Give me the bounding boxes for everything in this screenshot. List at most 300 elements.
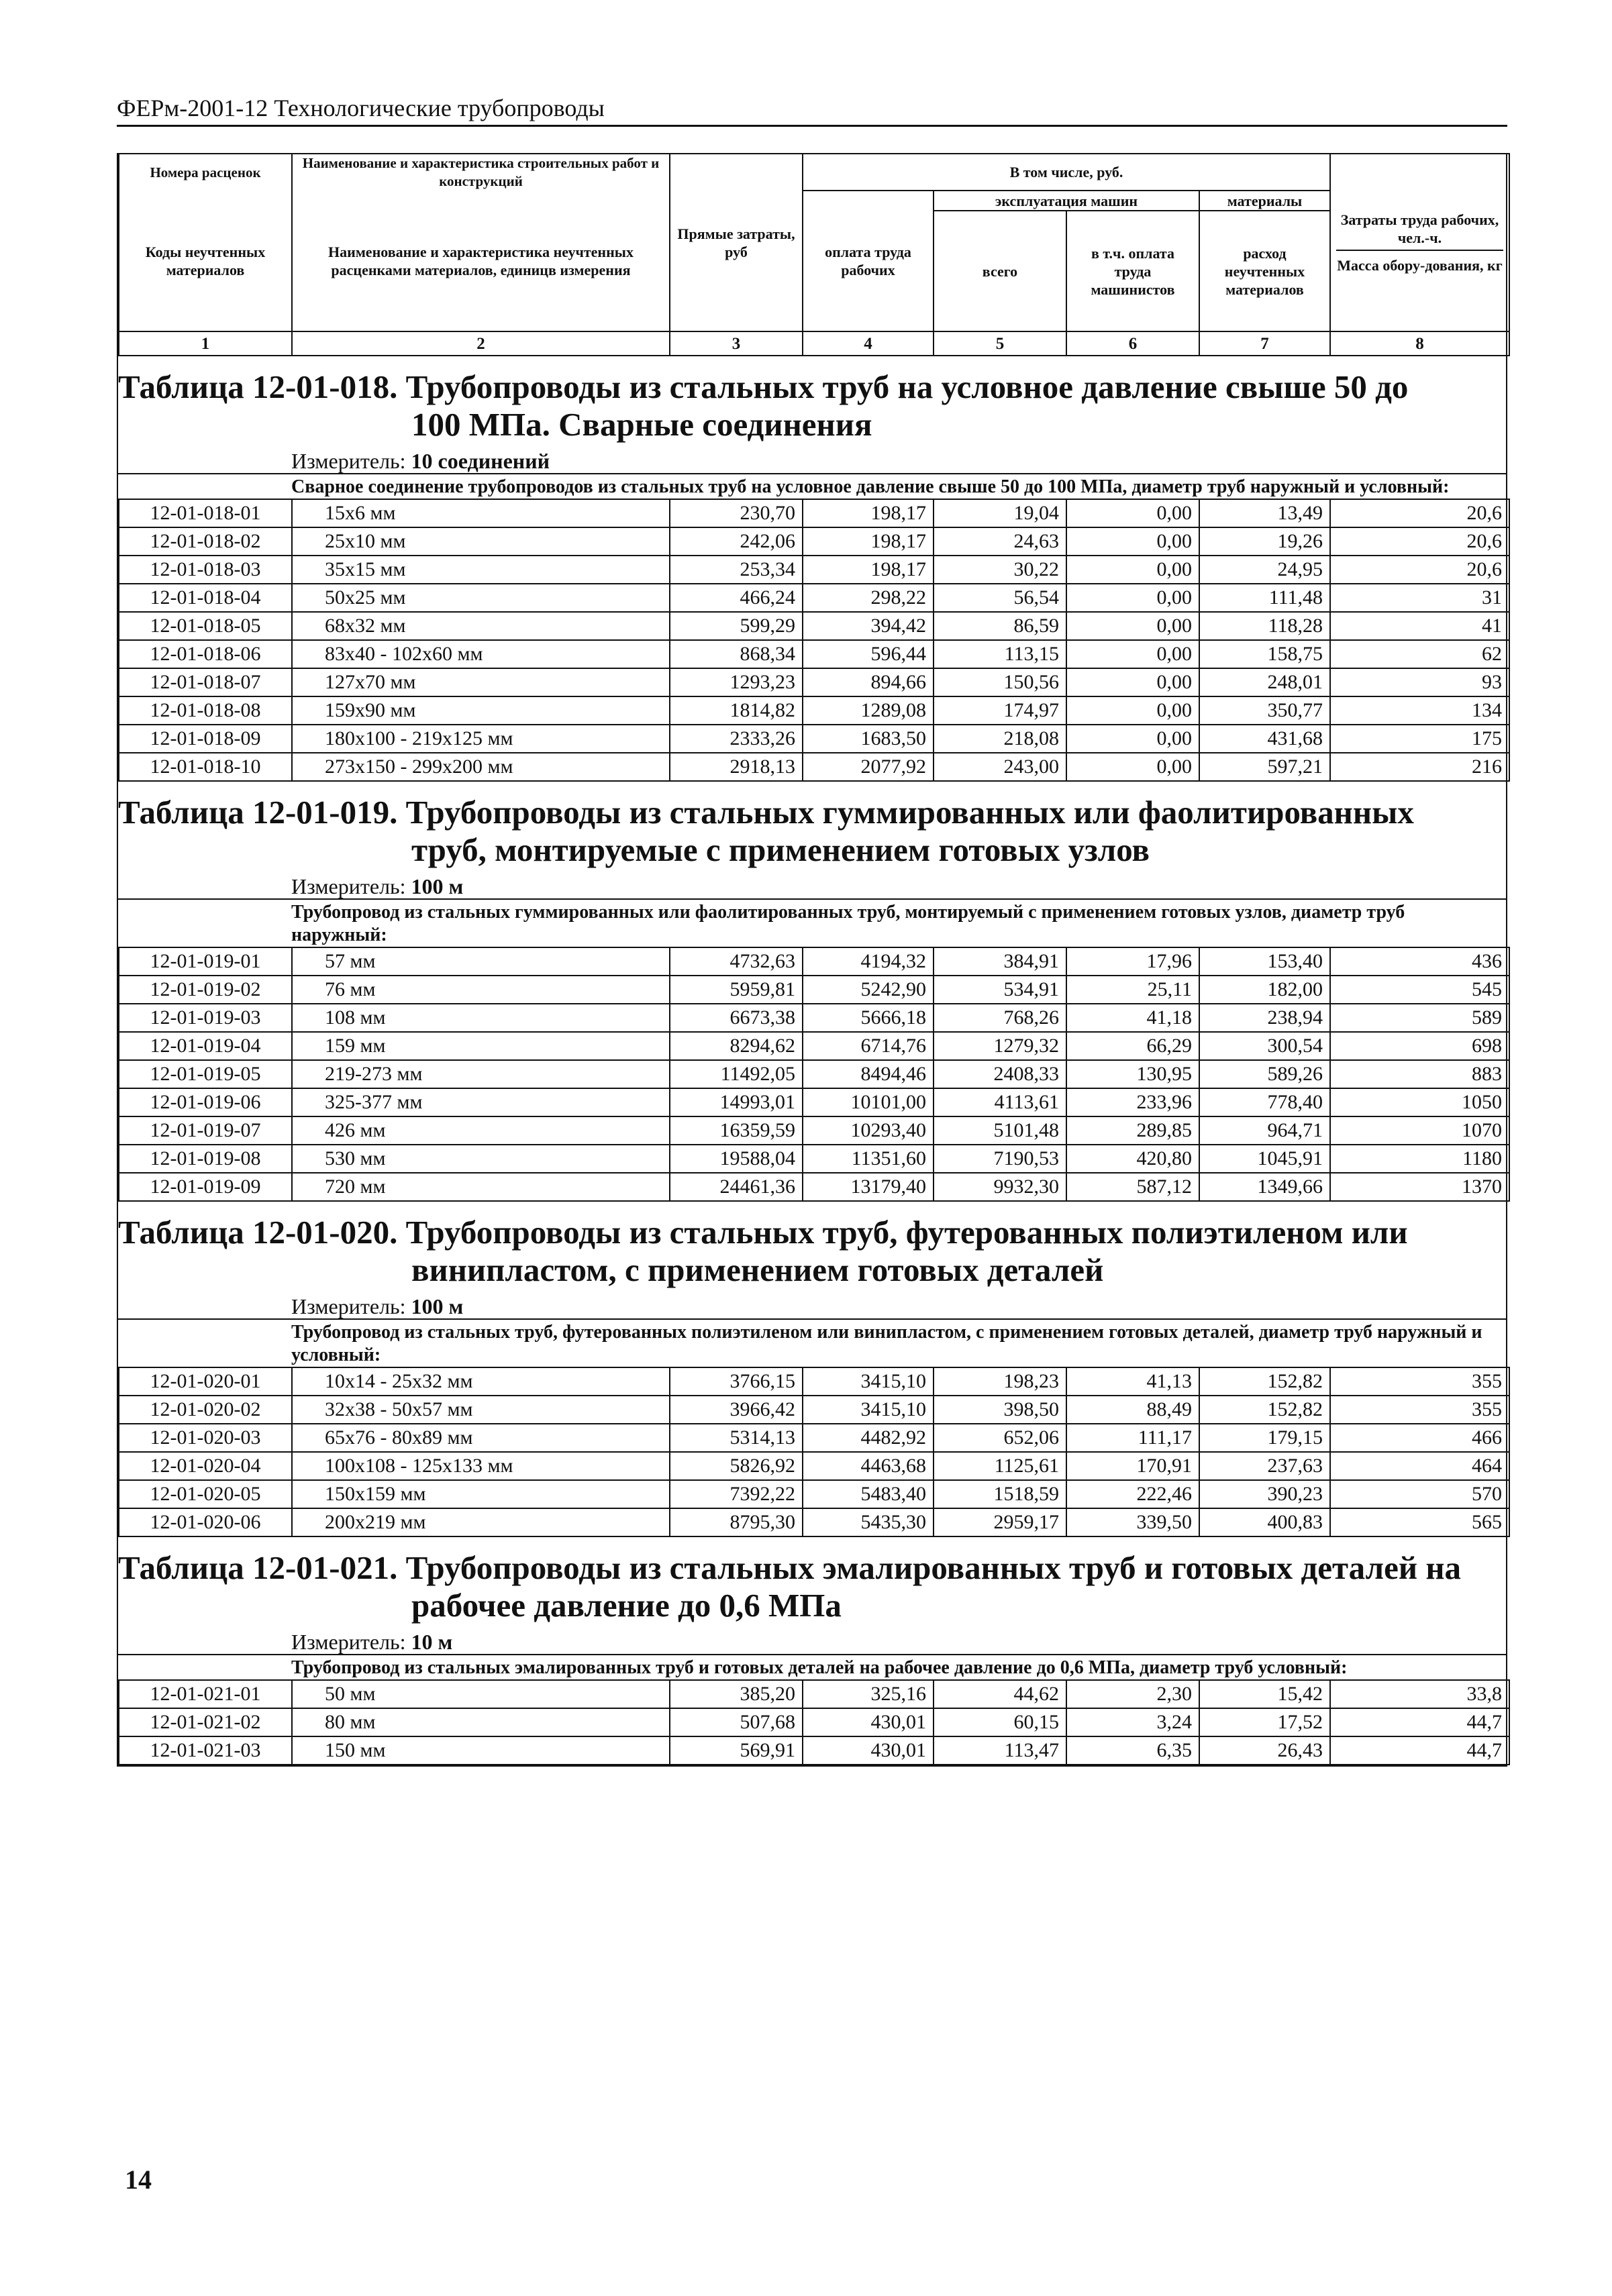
rate-value: 237,63 (1199, 1452, 1330, 1480)
rate-name: 108 мм (292, 1004, 670, 1032)
rate-name: 200х219 мм (292, 1508, 670, 1536)
rate-value: 118,28 (1199, 612, 1330, 640)
rate-name: 15х6 мм (292, 499, 670, 527)
rate-name: 159х90 мм (292, 696, 670, 725)
table-row (119, 1060, 1509, 1088)
rate-value: 222,46 (1066, 1480, 1199, 1508)
rate-name: 426 мм (292, 1116, 670, 1145)
table-row (119, 1116, 1509, 1145)
rate-value: 652,06 (934, 1424, 1066, 1452)
rate-value: 5435,30 (803, 1508, 934, 1536)
rate-code: 12-01-018-02 (119, 527, 292, 556)
rate-value: 596,44 (803, 640, 934, 668)
rate-name: 10х14 - 25х32 мм (292, 1367, 670, 1396)
materials-header: материалы (1199, 191, 1330, 211)
rate-value: 894,66 (803, 668, 934, 696)
table-row (119, 1424, 1509, 1452)
rate-name: 180х100 - 219х125 мм (292, 725, 670, 753)
rate-value: 17,96 (1066, 947, 1199, 976)
rate-value: 1050 (1330, 1088, 1509, 1116)
rate-code: 12-01-020-01 (119, 1367, 292, 1396)
table-row (119, 499, 1509, 527)
rate-value: 400,83 (1199, 1508, 1330, 1536)
rate-name: 100х108 - 125х133 мм (292, 1452, 670, 1480)
table-row (119, 1367, 1509, 1396)
unit-label: Измеритель: (291, 1294, 406, 1318)
rate-value: 778,40 (1199, 1088, 1330, 1116)
rate-value: 33,8 (1330, 1680, 1509, 1708)
rate-value: 507,68 (670, 1708, 803, 1736)
rate-value: 62 (1330, 640, 1509, 668)
rate-value: 570 (1330, 1480, 1509, 1508)
rate-value: 10293,40 (803, 1116, 934, 1145)
column-number-4: 4 (803, 331, 934, 356)
work-description: Трубопровод из стальных гуммированных или фаолитированных труб, монтируемый с применением готовых узлов, диаметр труб наружный: (291, 902, 1405, 945)
rate-code: 12-01-019-02 (119, 976, 292, 1004)
rate-value: 464 (1330, 1452, 1509, 1480)
rate-value: 60,15 (934, 1708, 1066, 1736)
unit-of-measure (118, 1628, 1506, 1655)
rate-value: 0,00 (1066, 499, 1199, 527)
table-row (119, 1736, 1509, 1765)
unit-of-measure (118, 873, 1506, 900)
rate-value: 1180 (1330, 1145, 1509, 1173)
rate-value: 2,30 (1066, 1680, 1199, 1708)
unit-value: 100 м (411, 874, 464, 898)
rate-value: 152,82 (1199, 1367, 1330, 1396)
rate-value: 26,43 (1199, 1736, 1330, 1765)
rate-value: 4463,68 (803, 1452, 934, 1480)
rate-code: 12-01-020-05 (119, 1480, 292, 1508)
table-row (119, 1173, 1509, 1201)
rate-name: 83х40 - 102х60 мм (292, 640, 670, 668)
rate-value: 248,01 (1199, 668, 1330, 696)
rate-value: 0,00 (1066, 556, 1199, 584)
rate-value: 1683,50 (803, 725, 934, 753)
rate-value: 134 (1330, 696, 1509, 725)
rate-name: 159 мм (292, 1032, 670, 1060)
table-title-line2: труб, монтируемые с применением готовых узлов (411, 831, 1150, 868)
work-description: Трубопровод из стальных эмалированных труб и готовых деталей на рабочее давление до 0,6 МПа, диаметр труб условный: (291, 1657, 1348, 1678)
rate-value: 436 (1330, 947, 1509, 976)
rate-name: 150 мм (292, 1736, 670, 1765)
col8-header (1330, 154, 1509, 331)
tables-container (118, 356, 1506, 1765)
col8-top: Затраты труда рабочих, чел.-ч. (1336, 211, 1503, 251)
rate-name: 35х15 мм (292, 556, 670, 584)
table-title-line1: Таблица 12-01-018. Трубопроводы из стальных труб на условное давление свыше 50 до (118, 368, 1409, 405)
table-row (119, 753, 1509, 781)
table-row (119, 527, 1509, 556)
rate-code: 12-01-018-08 (119, 696, 292, 725)
rate-value: 30,22 (934, 556, 1066, 584)
table-row (119, 976, 1509, 1004)
rate-value: 153,40 (1199, 947, 1330, 976)
rate-value: 430,01 (803, 1736, 934, 1765)
col7-header: расход неучтенных материалов (1199, 211, 1330, 331)
rate-name: 25х10 мм (292, 527, 670, 556)
rate-value: 385,20 (670, 1680, 803, 1708)
table-row (119, 612, 1509, 640)
rate-value: 599,29 (670, 612, 803, 640)
rate-value: 170,91 (1066, 1452, 1199, 1480)
rate-value: 0,00 (1066, 696, 1199, 725)
rate-value: 300,54 (1199, 1032, 1330, 1060)
rates-table (118, 947, 1510, 1202)
rate-value: 19,26 (1199, 527, 1330, 556)
column-number-8: 8 (1330, 331, 1509, 356)
col5-header: всего (934, 211, 1066, 331)
rate-value: 2333,26 (670, 725, 803, 753)
rate-value: 253,34 (670, 556, 803, 584)
rate-value: 394,42 (803, 612, 934, 640)
rate-value: 565 (1330, 1508, 1509, 1536)
rate-value: 5826,92 (670, 1452, 803, 1480)
rate-value: 3415,10 (803, 1367, 934, 1396)
rate-value: 3415,10 (803, 1396, 934, 1424)
rate-name: 76 мм (292, 976, 670, 1004)
rate-value: 298,22 (803, 584, 934, 612)
rate-name: 530 мм (292, 1145, 670, 1173)
rate-value: 569,91 (670, 1736, 803, 1765)
work-description: Трубопровод из стальных труб, футерованных полиэтиленом или винипластом, с применением готовых деталей, диаметр труб наружный и условный: (291, 1322, 1482, 1365)
rate-value: 88,49 (1066, 1396, 1199, 1424)
rate-value: 233,96 (1066, 1088, 1199, 1116)
rate-value: 174,97 (934, 696, 1066, 725)
rate-value: 198,17 (803, 499, 934, 527)
rate-value: 1518,59 (934, 1480, 1066, 1508)
rate-value: 198,17 (803, 556, 934, 584)
rate-value: 25,11 (1066, 976, 1199, 1004)
rate-code: 12-01-021-03 (119, 1736, 292, 1765)
rate-value: 420,80 (1066, 1145, 1199, 1173)
rate-value: 1349,66 (1199, 1173, 1330, 1201)
column-number-row (119, 331, 1509, 356)
table-row (119, 1680, 1509, 1708)
rate-value: 5666,18 (803, 1004, 934, 1032)
rate-value: 8494,46 (803, 1060, 934, 1088)
rate-value: 3,24 (1066, 1708, 1199, 1736)
rate-value: 158,75 (1199, 640, 1330, 668)
norm-table-section (118, 1537, 1506, 1765)
rate-value: 17,52 (1199, 1708, 1330, 1736)
rate-value: 768,26 (934, 1004, 1066, 1032)
rate-value: 4732,63 (670, 947, 803, 976)
table-row (119, 1004, 1509, 1032)
rate-value: 8795,30 (670, 1508, 803, 1536)
rate-value: 20,6 (1330, 499, 1509, 527)
rate-value: 868,34 (670, 640, 803, 668)
rate-value: 182,00 (1199, 976, 1330, 1004)
rate-code: 12-01-018-03 (119, 556, 292, 584)
rate-code: 12-01-018-06 (119, 640, 292, 668)
rate-value: 66,29 (1066, 1032, 1199, 1060)
unit-label: Измеритель: (291, 874, 406, 898)
rate-name: 50х25 мм (292, 584, 670, 612)
rate-value: 130,95 (1066, 1060, 1199, 1088)
rate-name: 150х159 мм (292, 1480, 670, 1508)
rate-value: 1370 (1330, 1173, 1509, 1201)
machines-header: эксплуатация машин (934, 191, 1199, 211)
table-title-line1: Таблица 12-01-021. Трубопроводы из стальных эмалированных труб и готовых деталей на (118, 1549, 1462, 1586)
rate-code: 12-01-021-01 (119, 1680, 292, 1708)
rate-value: 2077,92 (803, 753, 934, 781)
rate-name: 273х150 - 299х200 мм (292, 753, 670, 781)
rate-value: 242,06 (670, 527, 803, 556)
rate-value: 238,94 (1199, 1004, 1330, 1032)
rate-value: 113,47 (934, 1736, 1066, 1765)
rate-value: 390,23 (1199, 1480, 1330, 1508)
rate-value: 5242,90 (803, 976, 934, 1004)
rate-code: 12-01-018-01 (119, 499, 292, 527)
column-number-7: 7 (1199, 331, 1330, 356)
rate-value: 24,95 (1199, 556, 1330, 584)
rate-value: 5959,81 (670, 976, 803, 1004)
rate-code: 12-01-021-02 (119, 1708, 292, 1736)
rate-value: 41,13 (1066, 1367, 1199, 1396)
table-row (119, 556, 1509, 584)
unit-value: 10 м (411, 1630, 453, 1654)
rate-name: 32х38 - 50х57 мм (292, 1396, 670, 1424)
table-title-line1: Таблица 12-01-020. Трубопроводы из стальных труб, футерованных полиэтиленом или (118, 1214, 1408, 1251)
rate-name: 80 мм (292, 1708, 670, 1736)
rate-code: 12-01-019-08 (119, 1145, 292, 1173)
rate-name: 68х32 мм (292, 612, 670, 640)
rate-value: 8294,62 (670, 1032, 803, 1060)
rate-value: 111,48 (1199, 584, 1330, 612)
norm-table-section (118, 1202, 1506, 1537)
rate-code: 12-01-018-07 (119, 668, 292, 696)
rate-code: 12-01-019-03 (119, 1004, 292, 1032)
rate-value: 11492,05 (670, 1060, 803, 1088)
rate-value: 19588,04 (670, 1145, 803, 1173)
rate-value: 41,18 (1066, 1004, 1199, 1032)
rates-table (118, 1679, 1510, 1765)
rate-value: 289,85 (1066, 1116, 1199, 1145)
rate-value: 14993,01 (670, 1088, 803, 1116)
rate-value: 7392,22 (670, 1480, 803, 1508)
page-number: 14 (125, 2164, 152, 2195)
rate-value: 339,50 (1066, 1508, 1199, 1536)
rate-value: 1070 (1330, 1116, 1509, 1145)
col2-bottom: Наименование и характеристика неучтенных расценками материалов, единицв измерения (292, 191, 670, 331)
rate-code: 12-01-018-05 (119, 612, 292, 640)
unit-label: Измеритель: (291, 449, 406, 473)
table-title-line2: винипластом, с применением готовых деталей (411, 1251, 1104, 1288)
rate-code: 12-01-019-09 (119, 1173, 292, 1201)
rate-code: 12-01-018-10 (119, 753, 292, 781)
rate-value: 1125,61 (934, 1452, 1066, 1480)
table-row (119, 947, 1509, 976)
rate-value: 5101,48 (934, 1116, 1066, 1145)
rate-value: 24,63 (934, 527, 1066, 556)
table-row (119, 668, 1509, 696)
norm-table-section (118, 356, 1506, 782)
table-row (119, 1708, 1509, 1736)
rate-value: 325,16 (803, 1680, 934, 1708)
rate-value: 0,00 (1066, 584, 1199, 612)
rate-value: 883 (1330, 1060, 1509, 1088)
rate-code: 12-01-020-04 (119, 1452, 292, 1480)
rate-value: 5483,40 (803, 1480, 934, 1508)
rate-value: 175 (1330, 725, 1509, 753)
rates-table (118, 1367, 1510, 1537)
rate-value: 41 (1330, 612, 1509, 640)
rate-value: 20,6 (1330, 556, 1509, 584)
rate-value: 86,59 (934, 612, 1066, 640)
table-row (119, 725, 1509, 753)
rate-value: 243,00 (934, 753, 1066, 781)
rate-value: 16359,59 (670, 1116, 803, 1145)
work-description: Сварное соединение трубопроводов из стальных труб на условное давление свыше 50 до 100 МПа, диаметр труб наружный и условный: (291, 476, 1450, 497)
rate-value: 44,7 (1330, 1708, 1509, 1736)
rate-value: 111,17 (1066, 1424, 1199, 1452)
rate-code: 12-01-020-02 (119, 1396, 292, 1424)
unit-of-measure (118, 1293, 1506, 1320)
rate-value: 545 (1330, 976, 1509, 1004)
rate-value: 350,77 (1199, 696, 1330, 725)
col6-header: в т.ч. оплата труда машинистов (1066, 211, 1199, 331)
rate-value: 355 (1330, 1396, 1509, 1424)
table-title (118, 1202, 1506, 1293)
rate-value: 216 (1330, 753, 1509, 781)
rate-name: 720 мм (292, 1173, 670, 1201)
rate-code: 12-01-019-05 (119, 1060, 292, 1088)
table-row (119, 1088, 1509, 1116)
table-title (118, 1537, 1506, 1628)
rate-value: 13179,40 (803, 1173, 934, 1201)
col2-top: Наименование и характеристика строительных работ и конструкций (292, 154, 670, 191)
rate-value: 1289,08 (803, 696, 934, 725)
rate-value: 93 (1330, 668, 1509, 696)
rate-value: 5314,13 (670, 1424, 803, 1452)
rate-value: 466,24 (670, 584, 803, 612)
rate-value: 13,49 (1199, 499, 1330, 527)
rate-value: 1279,32 (934, 1032, 1066, 1060)
rate-value: 4194,32 (803, 947, 934, 976)
table-row (119, 1032, 1509, 1060)
norm-table-section (118, 782, 1506, 1202)
rate-value: 1293,23 (670, 668, 803, 696)
rate-value: 24461,36 (670, 1173, 803, 1201)
table-title-line2: 100 МПа. Сварные соединения (411, 406, 872, 443)
rate-value: 1814,82 (670, 696, 803, 725)
rate-value: 31 (1330, 584, 1509, 612)
rate-value: 198,23 (934, 1367, 1066, 1396)
rate-name: 50 мм (292, 1680, 670, 1708)
col3-header: Прямые затраты, руб (670, 154, 803, 331)
rate-value: 4113,61 (934, 1088, 1066, 1116)
rate-value: 430,01 (803, 1708, 934, 1736)
rate-value: 150,56 (934, 668, 1066, 696)
rate-code: 12-01-018-04 (119, 584, 292, 612)
rate-value: 218,08 (934, 725, 1066, 753)
table-title (118, 356, 1506, 448)
table-title-line2: рабочее давление до 0,6 МПа (411, 1587, 842, 1624)
rate-name: 127х70 мм (292, 668, 670, 696)
column-number-2: 2 (292, 331, 670, 356)
rate-value: 9932,30 (934, 1173, 1066, 1201)
table-row (119, 1145, 1509, 1173)
rate-value: 44,62 (934, 1680, 1066, 1708)
table-title (118, 782, 1506, 873)
rate-value: 431,68 (1199, 725, 1330, 753)
rate-value: 0,00 (1066, 640, 1199, 668)
rate-code: 12-01-020-06 (119, 1508, 292, 1536)
rate-name: 57 мм (292, 947, 670, 976)
rate-name: 325-377 мм (292, 1088, 670, 1116)
table-row (119, 1508, 1509, 1536)
rate-code: 12-01-019-06 (119, 1088, 292, 1116)
rate-value: 355 (1330, 1367, 1509, 1396)
rate-value: 2918,13 (670, 753, 803, 781)
rate-value: 10101,00 (803, 1088, 934, 1116)
rate-value: 15,42 (1199, 1680, 1330, 1708)
col1-bottom: Коды неучтенных материалов (119, 191, 292, 331)
rate-value: 589,26 (1199, 1060, 1330, 1088)
rate-value: 44,7 (1330, 1736, 1509, 1765)
rate-value: 398,50 (934, 1396, 1066, 1424)
column-number-6: 6 (1066, 331, 1199, 356)
rate-value: 0,00 (1066, 753, 1199, 781)
column-number-1: 1 (119, 331, 292, 356)
table-row (119, 640, 1509, 668)
rate-value: 466 (1330, 1424, 1509, 1452)
table-row (119, 1480, 1509, 1508)
rate-value: 6673,38 (670, 1004, 803, 1032)
rate-value: 698 (1330, 1032, 1509, 1060)
rate-value: 2959,17 (934, 1508, 1066, 1536)
rate-code: 12-01-019-01 (119, 947, 292, 976)
rate-value: 534,91 (934, 976, 1066, 1004)
rate-value: 7190,53 (934, 1145, 1066, 1173)
rate-value: 587,12 (1066, 1173, 1199, 1201)
rate-value: 2408,33 (934, 1060, 1066, 1088)
rate-value: 11351,60 (803, 1145, 934, 1173)
document-header: ФЕРм-2001-12 Технологические трубопроводы (117, 94, 1507, 127)
table-row (119, 1396, 1509, 1424)
rate-value: 0,00 (1066, 527, 1199, 556)
table-row (119, 696, 1509, 725)
unit-label: Измеритель: (291, 1630, 406, 1654)
rate-value: 179,15 (1199, 1424, 1330, 1452)
rate-value: 3966,42 (670, 1396, 803, 1424)
rate-value: 6714,76 (803, 1032, 934, 1060)
rate-value: 589 (1330, 1004, 1509, 1032)
col8-bottom: Масса обору-дования, кг (1337, 257, 1503, 274)
rate-value: 198,17 (803, 527, 934, 556)
rate-value: 113,15 (934, 640, 1066, 668)
rate-value: 56,54 (934, 584, 1066, 612)
rate-code: 12-01-020-03 (119, 1424, 292, 1452)
rate-value: 964,71 (1199, 1116, 1330, 1145)
rate-value: 152,82 (1199, 1396, 1330, 1424)
table-row (119, 584, 1509, 612)
unit-value: 100 м (411, 1294, 464, 1318)
rate-value: 4482,92 (803, 1424, 934, 1452)
rate-value: 6,35 (1066, 1736, 1199, 1765)
rate-name: 219-273 мм (292, 1060, 670, 1088)
breakdown-header: В том числе, руб. (803, 154, 1330, 191)
unit-of-measure (118, 448, 1506, 474)
col1-top: Номера расценок (119, 154, 292, 191)
column-number-5: 5 (934, 331, 1066, 356)
norms-page (117, 153, 1507, 1767)
rate-value: 20,6 (1330, 527, 1509, 556)
rate-name: 65х76 - 80х89 мм (292, 1424, 670, 1452)
table-title-line1: Таблица 12-01-019. Трубопроводы из стальных гуммированных или фаолитированных (118, 794, 1414, 831)
rate-code: 12-01-019-04 (119, 1032, 292, 1060)
